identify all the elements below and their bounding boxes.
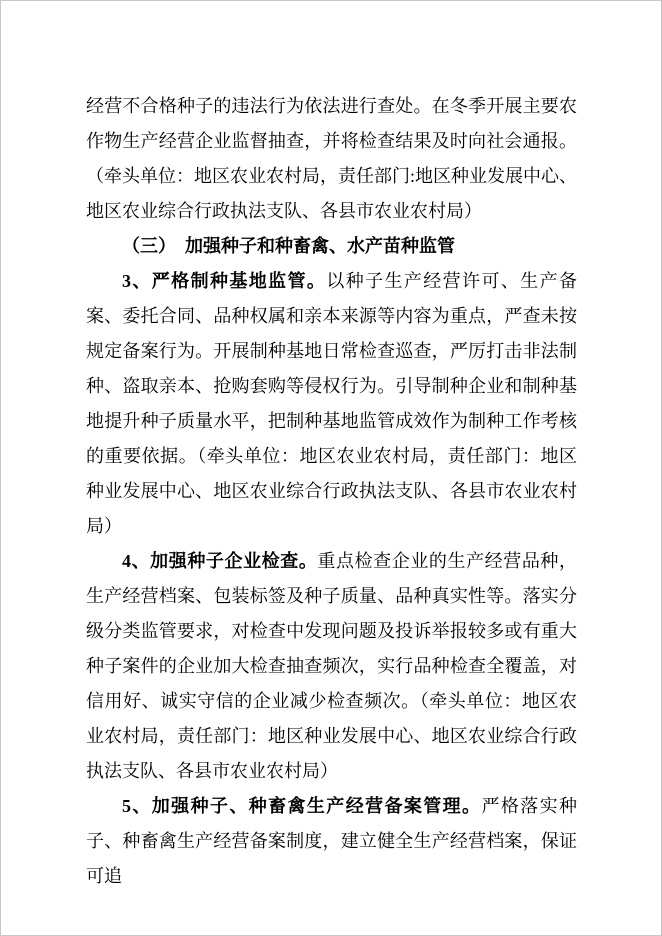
paragraph-text: 严格落实种子、种畜禽生产经营备案制度，建立健全生产经营档案，保证可追 bbox=[86, 796, 578, 886]
paragraph-text: 重点检查企业的生产经营品种，生产经营档案、包装标签及种子质量、品种真实性等。落实分级分类监管要求，对检查中发现问题及投诉举报较多或有重大种子案件的企业加大检查抽查频次，实行品种检查全覆盖，对信用好、诚实守信的企业减少检查频次。（牵头单位：地区农业农村局，责任部门：地区种业发展中心、地区农业综合行政执法支队、各县市农业农村局） bbox=[86, 551, 578, 781]
paragraph-lead-bold: 4、加强种子企业检查。 bbox=[122, 551, 318, 571]
paragraph-lead-bold: 5、加强种子、种畜禽生产经营备案管理。 bbox=[122, 796, 482, 816]
section-heading bbox=[86, 229, 577, 264]
paragraph-lead-bold: 3、严格制种基地监管。 bbox=[122, 271, 327, 291]
paragraph-item-5 bbox=[86, 789, 577, 894]
paragraph-continuation bbox=[86, 89, 577, 229]
paragraph-item-3 bbox=[86, 264, 577, 544]
section-heading-text: （三） 加强种子和种畜禽、水产苗种监管 bbox=[122, 236, 455, 256]
paragraph-item-4 bbox=[86, 544, 577, 789]
paragraph-text: 经营不合格种子的违法行为依法进行查处。在冬季开展主要农作物生产经营企业监督抽查，并将检查结果及时向社会通报。（牵头单位：地区农业农村局，责任部门:地区种业发展中心、地区农业综合行政执法支队、各县市农业农村局） bbox=[86, 96, 577, 221]
paragraph-text: 以种子生产经营许可、生产备案、委托合同、品种权属和亲本来源等内容为重点，严查未按规定备案行为。开展制种基地日常检查巡查，严厉打击非法制种、盗取亲本、抢购套购等侵权行为。引导制种企业和制种基地提升种子质量水平，把制种基地监管成效作为制种工作考核的重要依据。（牵头单位：地区农业农村局，责任部门：地区种业发展中心、地区农业综合行政执法支队、各县市农业农村局） bbox=[86, 271, 578, 536]
